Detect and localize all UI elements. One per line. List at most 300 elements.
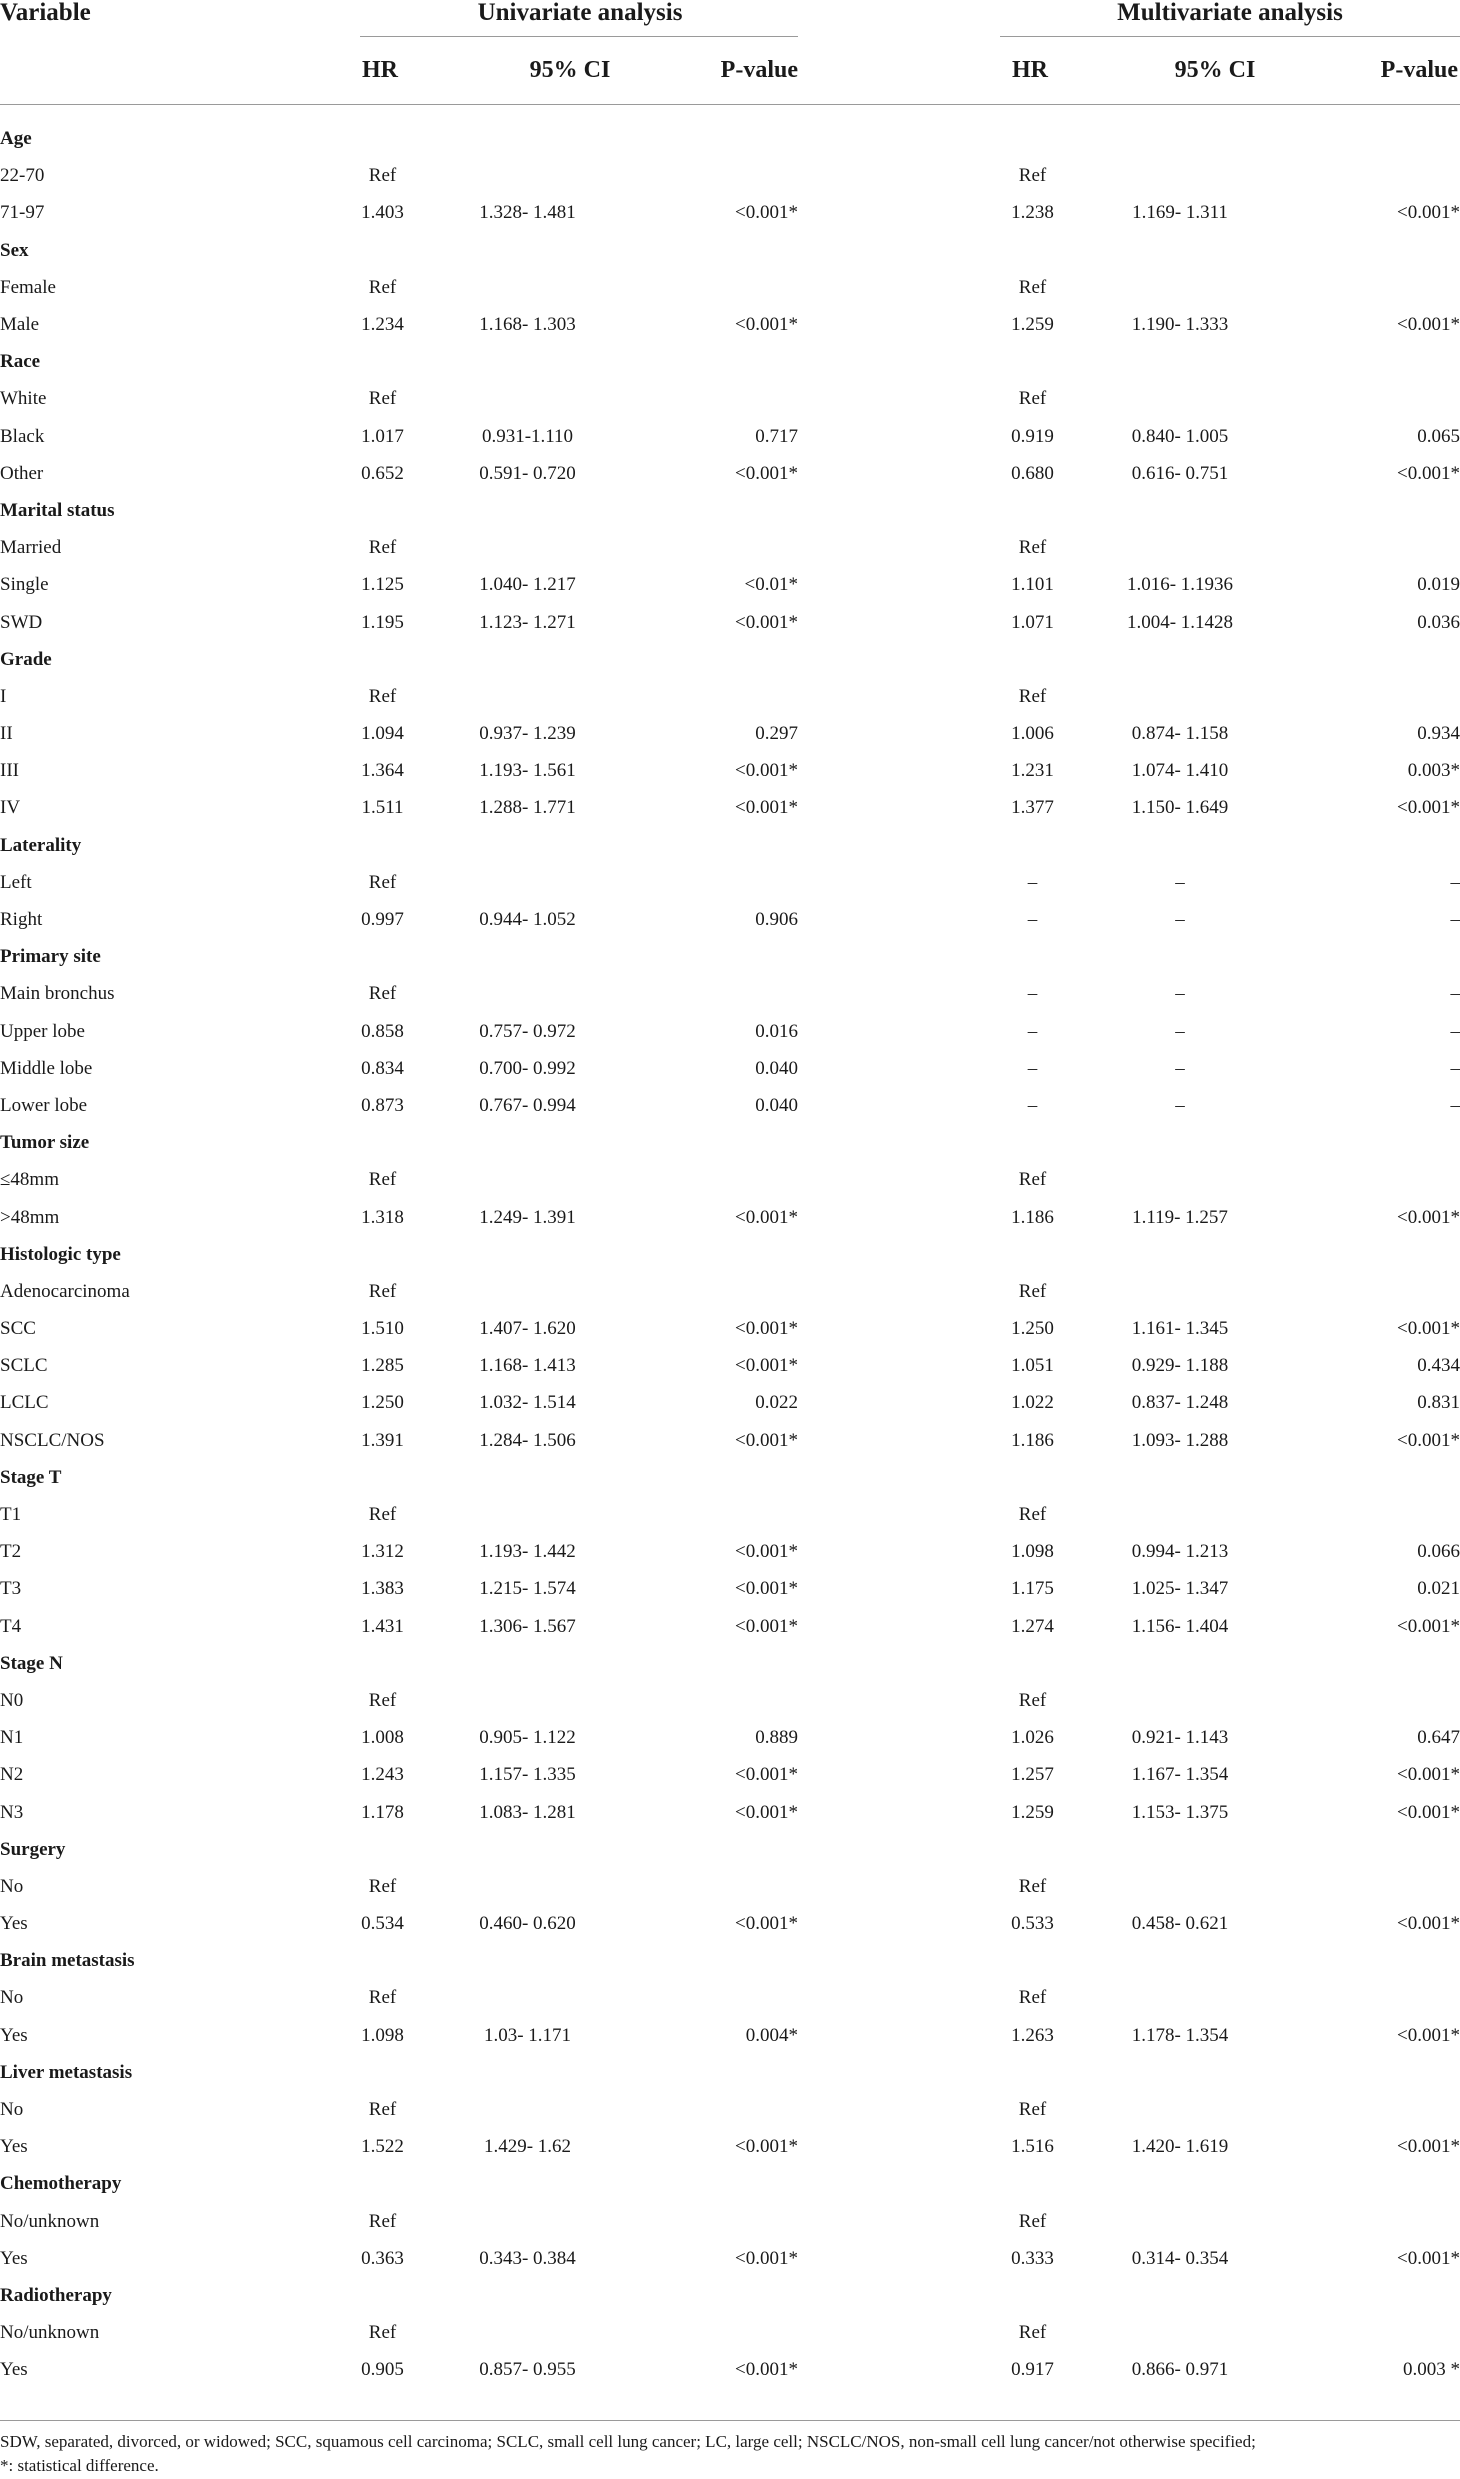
multivariate-p-cell	[1285, 1273, 1460, 1310]
univariate-p-cell: <0.001*	[735, 797, 798, 819]
multivariate-p-cell	[1285, 1236, 1460, 1273]
univariate-hr-cell: 1.510	[361, 1318, 404, 1340]
table-row	[0, 306, 1460, 343]
multivariate-ci-cell: 1.178- 1.354	[1131, 2024, 1229, 2046]
multivariate-p-cell	[1285, 529, 1460, 566]
multivariate-hr-cell: 0.919	[1011, 425, 1054, 447]
multivariate-p-cell: <0.001*	[1397, 202, 1460, 224]
spacer-cell	[798, 901, 990, 938]
univariate-hr-header: HR	[362, 57, 398, 83]
univariate-p-cell	[630, 1645, 798, 1682]
table-row	[0, 1198, 1460, 1235]
table-row	[0, 380, 1460, 417]
spacer-cell	[798, 1682, 990, 1719]
section-header-row	[0, 1942, 1460, 1979]
spacer-cell	[798, 566, 990, 603]
univariate-hr-cell	[340, 827, 425, 864]
table-row	[0, 901, 1460, 938]
univariate-p-cell	[630, 343, 798, 380]
multivariate-ci-cell	[1075, 2091, 1285, 2128]
multivariate-ci-cell	[1075, 1979, 1285, 2016]
multivariate-p-cell	[1285, 1682, 1460, 1719]
multivariate-ci-cell	[1075, 678, 1285, 715]
univariate-p-cell: 0.004*	[745, 2024, 798, 2046]
univariate-hr-cell	[340, 1645, 425, 1682]
multivariate-p-cell	[1285, 269, 1460, 306]
multivariate-p-cell: <0.001*	[1397, 1801, 1460, 1823]
multivariate-ci-cell: 1.167- 1.354	[1131, 1764, 1229, 1786]
section-header-row	[0, 1236, 1460, 1273]
multivariate-hr-cell: –	[1027, 909, 1038, 931]
spacer-cell	[798, 418, 990, 455]
multivariate-hr-cell	[990, 232, 1075, 269]
multivariate-ci-cell: 0.921- 1.143	[1131, 1727, 1229, 1749]
multivariate-hr-cell: 1.101	[1011, 574, 1054, 596]
univariate-ci-cell: 0.857- 0.955	[479, 2359, 576, 2381]
univariate-ci-cell	[425, 232, 630, 269]
univariate-hr-cell: 1.250	[361, 1392, 404, 1414]
univariate-ci-cell	[425, 2314, 630, 2351]
multivariate-p-cell: <0.001*	[1397, 1429, 1460, 1451]
spacer-cell	[798, 455, 990, 492]
univariate-hr-cell: 1.017	[361, 425, 404, 447]
univariate-p-cell: <0.001*	[735, 1206, 798, 1228]
multivariate-p-cell: 0.019	[1417, 574, 1460, 596]
univariate-ci-cell	[425, 269, 630, 306]
row-label: No/unknown	[0, 2322, 100, 2344]
univariate-hr-cell: 0.652	[361, 462, 404, 484]
multivariate-ci-cell	[1075, 2277, 1285, 2314]
row-label: Middle lobe	[0, 1057, 93, 1079]
univariate-ci-cell: 1.193- 1.561	[479, 760, 576, 782]
univariate-p-cell	[630, 2277, 798, 2314]
univariate-ci-cell	[425, 529, 630, 566]
row-label: T1	[0, 1504, 22, 1526]
spacer-cell	[798, 1422, 990, 1459]
multivariate-hr-cell	[990, 641, 1075, 678]
table-row	[0, 1533, 1460, 1570]
multivariate-p-cell	[1285, 343, 1460, 380]
univariate-p-cell: <0.001*	[735, 2136, 798, 2158]
multivariate-p-cell	[1285, 1979, 1460, 2016]
spacer-cell	[798, 1533, 990, 1570]
table-row	[0, 1979, 1460, 2016]
row-label: Married	[0, 537, 62, 559]
section-header-row	[0, 2165, 1460, 2202]
table-row	[0, 1570, 1460, 1607]
univariate-hr-cell	[340, 1459, 425, 1496]
multivariate-ci-cell	[1075, 529, 1285, 566]
spacer-cell	[798, 789, 990, 826]
multivariate-p-cell: <0.001*	[1397, 2024, 1460, 2046]
multivariate-hr-cell: 0.333	[1011, 2247, 1054, 2269]
multivariate-hr-cell	[990, 2054, 1075, 2091]
univariate-hr-cell: 0.534	[361, 1913, 404, 1935]
multivariate-p-cell	[1285, 120, 1460, 157]
multivariate-p-cell: 0.647	[1417, 1727, 1460, 1749]
univariate-hr-cell	[340, 1831, 425, 1868]
univariate-ci-cell: 0.343- 0.384	[479, 2247, 576, 2269]
univariate-hr-cell: 0.905	[361, 2359, 404, 2381]
multivariate-p-cell	[1285, 380, 1460, 417]
row-label: Right	[0, 909, 43, 931]
multivariate-p-cell: 0.066	[1417, 1541, 1460, 1563]
table-row	[0, 269, 1460, 306]
multivariate-ci-cell: 0.616- 0.751	[1131, 462, 1229, 484]
univariate-hr-cell: Ref	[368, 685, 397, 707]
univariate-ci-cell: 1.306- 1.567	[479, 1615, 576, 1637]
univariate-hr-cell: Ref	[368, 871, 397, 893]
row-label: LCLC	[0, 1392, 49, 1414]
multivariate-hr-cell: Ref	[1018, 1169, 1047, 1191]
multivariate-hr-cell: 1.022	[1011, 1392, 1054, 1414]
multivariate-hr-cell: Ref	[1018, 2322, 1047, 2344]
table-row	[0, 1013, 1460, 1050]
univariate-p-cell	[630, 1124, 798, 1161]
spacer-cell	[798, 603, 990, 640]
spacer-cell	[798, 1905, 990, 1942]
table-row	[0, 1050, 1460, 1087]
footnote-line-2: *: statistical difference.	[0, 2456, 159, 2475]
univariate-hr-cell	[340, 2054, 425, 2091]
table-row	[0, 1310, 1460, 1347]
table-row	[0, 2017, 1460, 2054]
multivariate-hr-cell	[990, 120, 1075, 157]
multivariate-ci-cell: 1.156- 1.404	[1131, 1615, 1229, 1637]
table-row	[0, 789, 1460, 826]
spacer-cell	[798, 232, 990, 269]
univariate-hr-cell: 1.285	[361, 1355, 404, 1377]
univariate-hr-cell: 0.363	[361, 2247, 404, 2269]
multivariate-hr-cell: –	[1027, 871, 1038, 893]
multivariate-hr-cell: –	[1027, 983, 1038, 1005]
multivariate-p-cell: 0.036	[1417, 611, 1460, 633]
table-row	[0, 1608, 1460, 1645]
univariate-hr-cell: 0.834	[361, 1057, 404, 1079]
multivariate-ci-cell	[1075, 1682, 1285, 1719]
multivariate-hr-header: HR	[1012, 57, 1048, 83]
multivariate-hr-cell	[990, 938, 1075, 975]
univariate-hr-cell: Ref	[368, 983, 397, 1005]
multivariate-ci-cell: 1.169- 1.311	[1132, 202, 1228, 224]
univariate-p-cell	[630, 864, 798, 901]
multivariate-ci-cell: 1.150- 1.649	[1131, 797, 1229, 819]
spacer-cell	[798, 157, 990, 194]
multivariate-p-cell: 0.021	[1417, 1578, 1460, 1600]
univariate-p-cell	[630, 938, 798, 975]
univariate-hr-cell	[340, 2277, 425, 2314]
table-row	[0, 1905, 1460, 1942]
univariate-p-cell: 0.297	[755, 723, 798, 745]
table-row	[0, 2128, 1460, 2165]
multivariate-p-cell	[1285, 2314, 1460, 2351]
spacer-cell	[798, 2017, 990, 2054]
row-label: SCLC	[0, 1355, 48, 1377]
multivariate-hr-cell: 1.250	[1011, 1318, 1054, 1340]
table-row	[0, 1793, 1460, 1830]
univariate-p-cell: <0.001*	[735, 2247, 798, 2269]
multivariate-hr-cell: 0.680	[1011, 462, 1054, 484]
spacer-cell	[798, 1570, 990, 1607]
univariate-hr-cell: 1.364	[361, 760, 404, 782]
univariate-hr-cell	[340, 120, 425, 157]
univariate-ci-cell: 0.931-1.110	[481, 425, 574, 447]
section-header-row	[0, 1831, 1460, 1868]
univariate-p-cell	[630, 1868, 798, 1905]
multivariate-group-header: Multivariate analysis	[1117, 0, 1343, 26]
table-row	[0, 2351, 1460, 2388]
multivariate-hr-cell	[990, 1645, 1075, 1682]
univariate-ci-cell	[425, 938, 630, 975]
univariate-hr-cell: 1.511	[361, 797, 404, 819]
section-header-row	[0, 827, 1460, 864]
footnote-line-1: SDW, separated, divorced, or widowed; SCC, squamous cell carcinoma; SCLC, small cell lung cancer; LC, large cell; NSCLC/NOS, non-small cell lung cancer/not otherwise specified;	[0, 2432, 1256, 2451]
univariate-hr-cell	[340, 1124, 425, 1161]
univariate-hr-cell: Ref	[368, 537, 397, 559]
section-header-row	[0, 2054, 1460, 2091]
multivariate-p-cell	[1285, 232, 1460, 269]
multivariate-ci-cell	[1075, 492, 1285, 529]
multivariate-hr-cell	[990, 1236, 1075, 1273]
row-label: II	[0, 723, 13, 745]
univariate-ci-cell: 1.288- 1.771	[479, 797, 576, 819]
univariate-p-cell: 0.016	[755, 1020, 798, 1042]
spacer-cell	[798, 678, 990, 715]
table-row	[0, 752, 1460, 789]
multivariate-p-cell: 0.003 *	[1403, 2359, 1460, 2381]
spacer-cell	[798, 306, 990, 343]
row-label: No/unknown	[0, 2210, 100, 2232]
multivariate-hr-cell: 1.098	[1011, 1541, 1054, 1563]
univariate-p-cell	[630, 1459, 798, 1496]
spacer-cell	[798, 1198, 990, 1235]
univariate-hr-cell: Ref	[368, 1689, 397, 1711]
multivariate-p-cell	[1285, 2091, 1460, 2128]
multivariate-p-header: P-value	[1380, 57, 1458, 83]
row-label: Upper lobe	[0, 1020, 85, 1042]
spacer-cell	[798, 641, 990, 678]
spacer-cell	[798, 2128, 990, 2165]
multivariate-p-cell	[1285, 2203, 1460, 2240]
univariate-p-cell	[630, 975, 798, 1012]
multivariate-ci-cell	[1075, 2054, 1285, 2091]
univariate-p-cell: <0.001*	[735, 1541, 798, 1563]
table-row	[0, 1087, 1460, 1124]
multivariate-ci-cell: –	[1175, 1057, 1185, 1079]
multivariate-ci-cell	[1075, 1161, 1285, 1198]
table-row	[0, 455, 1460, 492]
univariate-ci-cell	[425, 2277, 630, 2314]
univariate-ci-cell	[425, 1831, 630, 1868]
univariate-ci-cell: 0.460- 0.620	[479, 1913, 576, 1935]
multivariate-hr-cell	[990, 343, 1075, 380]
row-label: Other	[0, 462, 44, 484]
table-row	[0, 2091, 1460, 2128]
table-row	[0, 157, 1460, 194]
row-label: Laterality	[0, 834, 82, 856]
multivariate-hr-cell: Ref	[1018, 276, 1047, 298]
row-label: T4	[0, 1615, 22, 1637]
univariate-p-cell: 0.906	[755, 909, 798, 931]
row-label: Single	[0, 574, 49, 596]
table-row	[0, 2314, 1460, 2351]
multivariate-p-cell	[1285, 1831, 1460, 1868]
univariate-ci-cell: 1.328- 1.481	[479, 202, 576, 224]
table-row	[0, 2203, 1460, 2240]
multivariate-ci-cell: 1.161- 1.345	[1131, 1318, 1229, 1340]
univariate-ci-cell	[425, 2165, 630, 2202]
spacer-cell	[798, 1608, 990, 1645]
spacer-cell	[798, 194, 990, 231]
spacer-cell	[798, 2203, 990, 2240]
multivariate-hr-cell: Ref	[1018, 1504, 1047, 1526]
univariate-ci-cell: 0.937- 1.239	[479, 723, 576, 745]
univariate-p-cell: <0.001*	[735, 1318, 798, 1340]
multivariate-ci-cell: 0.874- 1.158	[1131, 723, 1229, 745]
multivariate-p-cell	[1285, 1459, 1460, 1496]
row-label: N0	[0, 1689, 24, 1711]
univariate-hr-cell: 1.125	[361, 574, 404, 596]
univariate-ci-cell	[425, 2091, 630, 2128]
row-label: Surgery	[0, 1838, 66, 1860]
univariate-p-cell	[630, 2314, 798, 2351]
multivariate-hr-cell: –	[1027, 1057, 1038, 1079]
multivariate-p-cell: –	[1450, 983, 1460, 1005]
section-header-row	[0, 2277, 1460, 2314]
multivariate-ci-cell	[1075, 1831, 1285, 1868]
univariate-ci-cell	[425, 1124, 630, 1161]
univariate-ci-cell	[425, 1236, 630, 1273]
univariate-hr-cell: 1.243	[361, 1764, 404, 1786]
univariate-ci-cell	[425, 1868, 630, 1905]
multivariate-ci-cell	[1075, 120, 1285, 157]
multivariate-ci-cell: –	[1175, 1020, 1185, 1042]
univariate-ci-cell: 1.168- 1.303	[479, 314, 576, 336]
row-label: Brain metastasis	[0, 1950, 135, 1972]
table-row	[0, 1682, 1460, 1719]
spacer-cell	[798, 1831, 990, 1868]
multivariate-hr-cell	[990, 1942, 1075, 1979]
univariate-p-cell	[630, 1979, 798, 2016]
univariate-hr-cell: 1.318	[361, 1206, 404, 1228]
multivariate-ci-cell	[1075, 380, 1285, 417]
row-label: Chemotherapy	[0, 2173, 122, 2195]
univariate-p-cell	[630, 1942, 798, 1979]
table-body	[0, 120, 1460, 2388]
section-header-row	[0, 938, 1460, 975]
spacer-cell	[798, 1459, 990, 1496]
univariate-p-cell: <0.001*	[735, 1578, 798, 1600]
multivariate-p-cell	[1285, 2054, 1460, 2091]
multivariate-ci-cell: 0.458- 0.621	[1131, 1913, 1229, 1935]
table-row	[0, 1496, 1460, 1533]
univariate-hr-cell: 0.858	[361, 1020, 404, 1042]
univariate-p-cell: <0.001*	[735, 314, 798, 336]
univariate-hr-cell: Ref	[368, 1875, 397, 1897]
univariate-p-cell	[630, 120, 798, 157]
univariate-p-cell	[630, 1682, 798, 1719]
multivariate-hr-cell: 1.186	[1011, 1429, 1054, 1451]
univariate-p-cell: <0.001*	[735, 1615, 798, 1637]
multivariate-p-cell: 0.434	[1417, 1355, 1460, 1377]
table-row	[0, 1422, 1460, 1459]
spacer-cell	[798, 1942, 990, 1979]
univariate-ci-cell	[425, 380, 630, 417]
multivariate-hr-cell: Ref	[1018, 537, 1047, 559]
univariate-p-cell: <0.001*	[735, 202, 798, 224]
table-row	[0, 1347, 1460, 1384]
univariate-hr-cell	[340, 641, 425, 678]
multivariate-hr-cell: Ref	[1018, 685, 1047, 707]
univariate-hr-cell	[340, 1942, 425, 1979]
univariate-ci-cell: 1.157- 1.335	[479, 1764, 576, 1786]
multivariate-ci-cell: –	[1175, 909, 1185, 931]
row-label: N1	[0, 1727, 24, 1749]
spacer-cell	[798, 1273, 990, 1310]
univariate-ci-cell	[425, 678, 630, 715]
univariate-ci-cell	[425, 864, 630, 901]
univariate-ci-cell: 1.193- 1.442	[479, 1541, 576, 1563]
row-label: No	[0, 2099, 24, 2121]
section-header-row	[0, 1124, 1460, 1161]
multivariate-hr-cell	[990, 2277, 1075, 2314]
multivariate-ci-cell	[1075, 2314, 1285, 2351]
multivariate-ci-cell	[1075, 938, 1285, 975]
univariate-hr-cell: 1.522	[361, 2136, 404, 2158]
multivariate-ci-cell	[1075, 1459, 1285, 1496]
spacer-cell	[798, 1868, 990, 1905]
multivariate-hr-cell: 1.071	[1011, 611, 1054, 633]
univariate-ci-cell: 1.032- 1.514	[479, 1392, 576, 1414]
row-label: Adenocarcinoma	[0, 1280, 130, 1302]
multivariate-ci-cell	[1075, 269, 1285, 306]
table-row	[0, 603, 1460, 640]
multivariate-hr-cell: 1.259	[1011, 1801, 1054, 1823]
spacer-cell	[798, 2277, 990, 2314]
row-label: Age	[0, 128, 32, 150]
univariate-hr-cell: 1.008	[361, 1727, 404, 1749]
row-label: Left	[0, 871, 32, 893]
univariate-hr-cell: 1.098	[361, 2024, 404, 2046]
univariate-hr-cell: 1.383	[361, 1578, 404, 1600]
multivariate-p-cell: <0.001*	[1397, 2136, 1460, 2158]
univariate-ci-cell	[425, 1459, 630, 1496]
multivariate-p-cell: 0.934	[1417, 723, 1460, 745]
univariate-p-cell: 0.040	[755, 1094, 798, 1116]
spacer-cell	[798, 2314, 990, 2351]
multivariate-hr-cell: Ref	[1018, 1987, 1047, 2009]
univariate-p-cell: <0.001*	[735, 2359, 798, 2381]
multivariate-ci-cell	[1075, 343, 1285, 380]
multivariate-p-cell	[1285, 1124, 1460, 1161]
multivariate-hr-cell: 1.274	[1011, 1615, 1054, 1637]
row-label: Lower lobe	[0, 1094, 88, 1116]
row-label: 22-70	[0, 165, 45, 187]
univariate-ci-cell: 0.591- 0.720	[479, 462, 576, 484]
multivariate-ci-cell: 0.840- 1.005	[1131, 425, 1229, 447]
multivariate-hr-cell: 0.917	[1011, 2359, 1054, 2381]
univariate-ci-cell: 1.168- 1.413	[479, 1355, 576, 1377]
spacer-cell	[798, 2054, 990, 2091]
univariate-hr-cell: 1.431	[361, 1615, 404, 1637]
table-row	[0, 1868, 1460, 1905]
univariate-p-cell	[630, 641, 798, 678]
univariate-p-cell: <0.001*	[735, 1764, 798, 1786]
row-label: Male	[0, 314, 40, 336]
univariate-hr-cell: 0.873	[361, 1094, 404, 1116]
multivariate-p-cell: 0.065	[1417, 425, 1460, 447]
spacer-cell	[798, 1013, 990, 1050]
